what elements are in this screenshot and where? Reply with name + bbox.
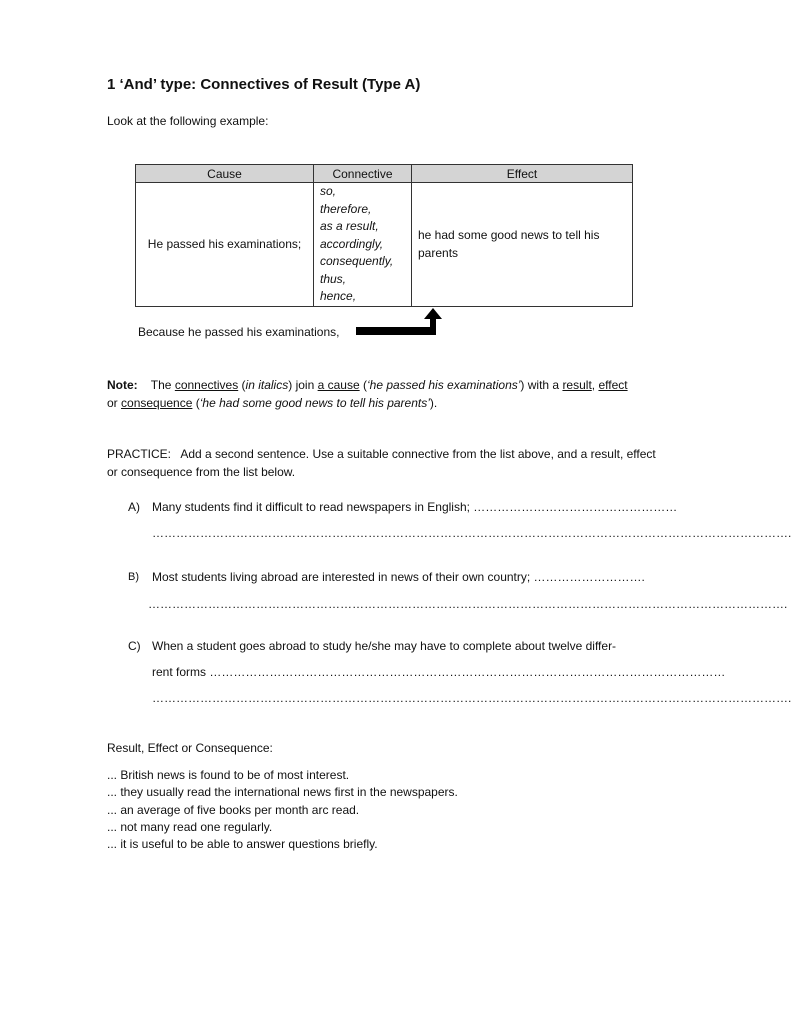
header-effect: Effect	[412, 165, 633, 183]
note-effect: effect	[598, 378, 628, 392]
question-text: When a student goes abroad to study he/she may have to complete about twelve differ-	[152, 639, 617, 653]
results-title: Result, Effect or Consequence:	[107, 741, 273, 755]
note-connectives: connectives	[174, 378, 239, 392]
cause-cell: He passed his examinations;	[136, 183, 314, 307]
note-label: Note:	[107, 378, 138, 392]
note-result: result	[562, 378, 592, 392]
note-quote-effect: ‘he had some good news to tell his parents’	[199, 396, 430, 410]
answer-line[interactable]: …………………………………………………………………………………………………………………………………………….	[152, 691, 791, 705]
answer-line[interactable]: …………………………………………………………………………………………………………………………………………….	[152, 526, 791, 540]
effect-cell: he had some good news to tell his parents	[412, 183, 633, 307]
note-text: )	[288, 378, 293, 392]
list-item: ... it is useful to be able to answer questions briefly.	[107, 837, 378, 852]
header-connective: Connective	[314, 165, 412, 183]
table-header-row	[136, 165, 633, 183]
question-letter: C)	[128, 639, 141, 653]
list-item: ... not many read one regularly.	[107, 819, 273, 834]
connective-item: accordingly,	[320, 236, 384, 251]
note-text: (	[241, 378, 246, 392]
header-cause: Cause	[136, 165, 314, 183]
note-text: The	[150, 378, 172, 392]
results-list	[107, 767, 458, 853]
note-text: join	[295, 378, 315, 392]
connective-list	[320, 183, 405, 306]
practice-text: Add a second sentence. Use a suitable connective from the list above, and a result, effect or consequence from the list below.	[107, 447, 656, 479]
example-table	[135, 164, 633, 307]
answer-line[interactable]: …………………………………………………………………………………………………………………………………………….	[148, 597, 788, 611]
question-letter: B)	[128, 571, 139, 583]
note-quote-cause: ‘he passed his examinations’	[366, 378, 521, 392]
practice-label: PRACTICE:	[107, 447, 172, 461]
list-item: ... an average of five books per month arc read.	[107, 802, 360, 817]
connective-item: as a result,	[320, 219, 379, 233]
arrow-up-icon	[356, 307, 442, 337]
note-text: ) with a	[520, 378, 560, 392]
list-item: ... they usually read the international news first in the newspapers.	[107, 785, 458, 800]
question-text[interactable]: rent forms …………………………………………………………………………………………………………………	[152, 665, 726, 679]
note-text: or	[107, 396, 118, 410]
because-line: Because he passed his examinations,	[138, 325, 340, 339]
connective-cell	[314, 183, 412, 307]
note-paragraph: Note: The connectives (in italics) join a cause (‘he passed his examinations’) with a result, effect or consequence (‘he had some good news to tell his parents’).	[107, 378, 628, 410]
table-row	[136, 183, 633, 307]
page-title: 1 ‘And’ type: Connectives of Result (Type A)	[107, 76, 421, 93]
note-in-italics: in italics	[245, 378, 289, 392]
connective-item: consequently,	[320, 254, 394, 268]
note-consequence: consequence	[121, 396, 193, 410]
note-a-cause: a cause	[317, 378, 360, 392]
note-text: ).	[429, 396, 438, 410]
connective-item: hence,	[320, 289, 357, 303]
practice-paragraph	[107, 445, 667, 481]
question-text: Most students living abroad are interested in news of their own country; ……………………….	[152, 570, 645, 584]
intro-text: Look at the following example:	[107, 114, 269, 128]
question-letter: A)	[128, 500, 140, 514]
list-item: ... British news is found to be of most interest.	[107, 768, 350, 782]
connective-item: thus,	[320, 271, 347, 286]
connective-item: therefore,	[320, 201, 372, 216]
connective-item: so,	[320, 184, 337, 198]
question-text: Many students find it difficult to read newspapers in English; ……………………………………………	[152, 500, 678, 514]
